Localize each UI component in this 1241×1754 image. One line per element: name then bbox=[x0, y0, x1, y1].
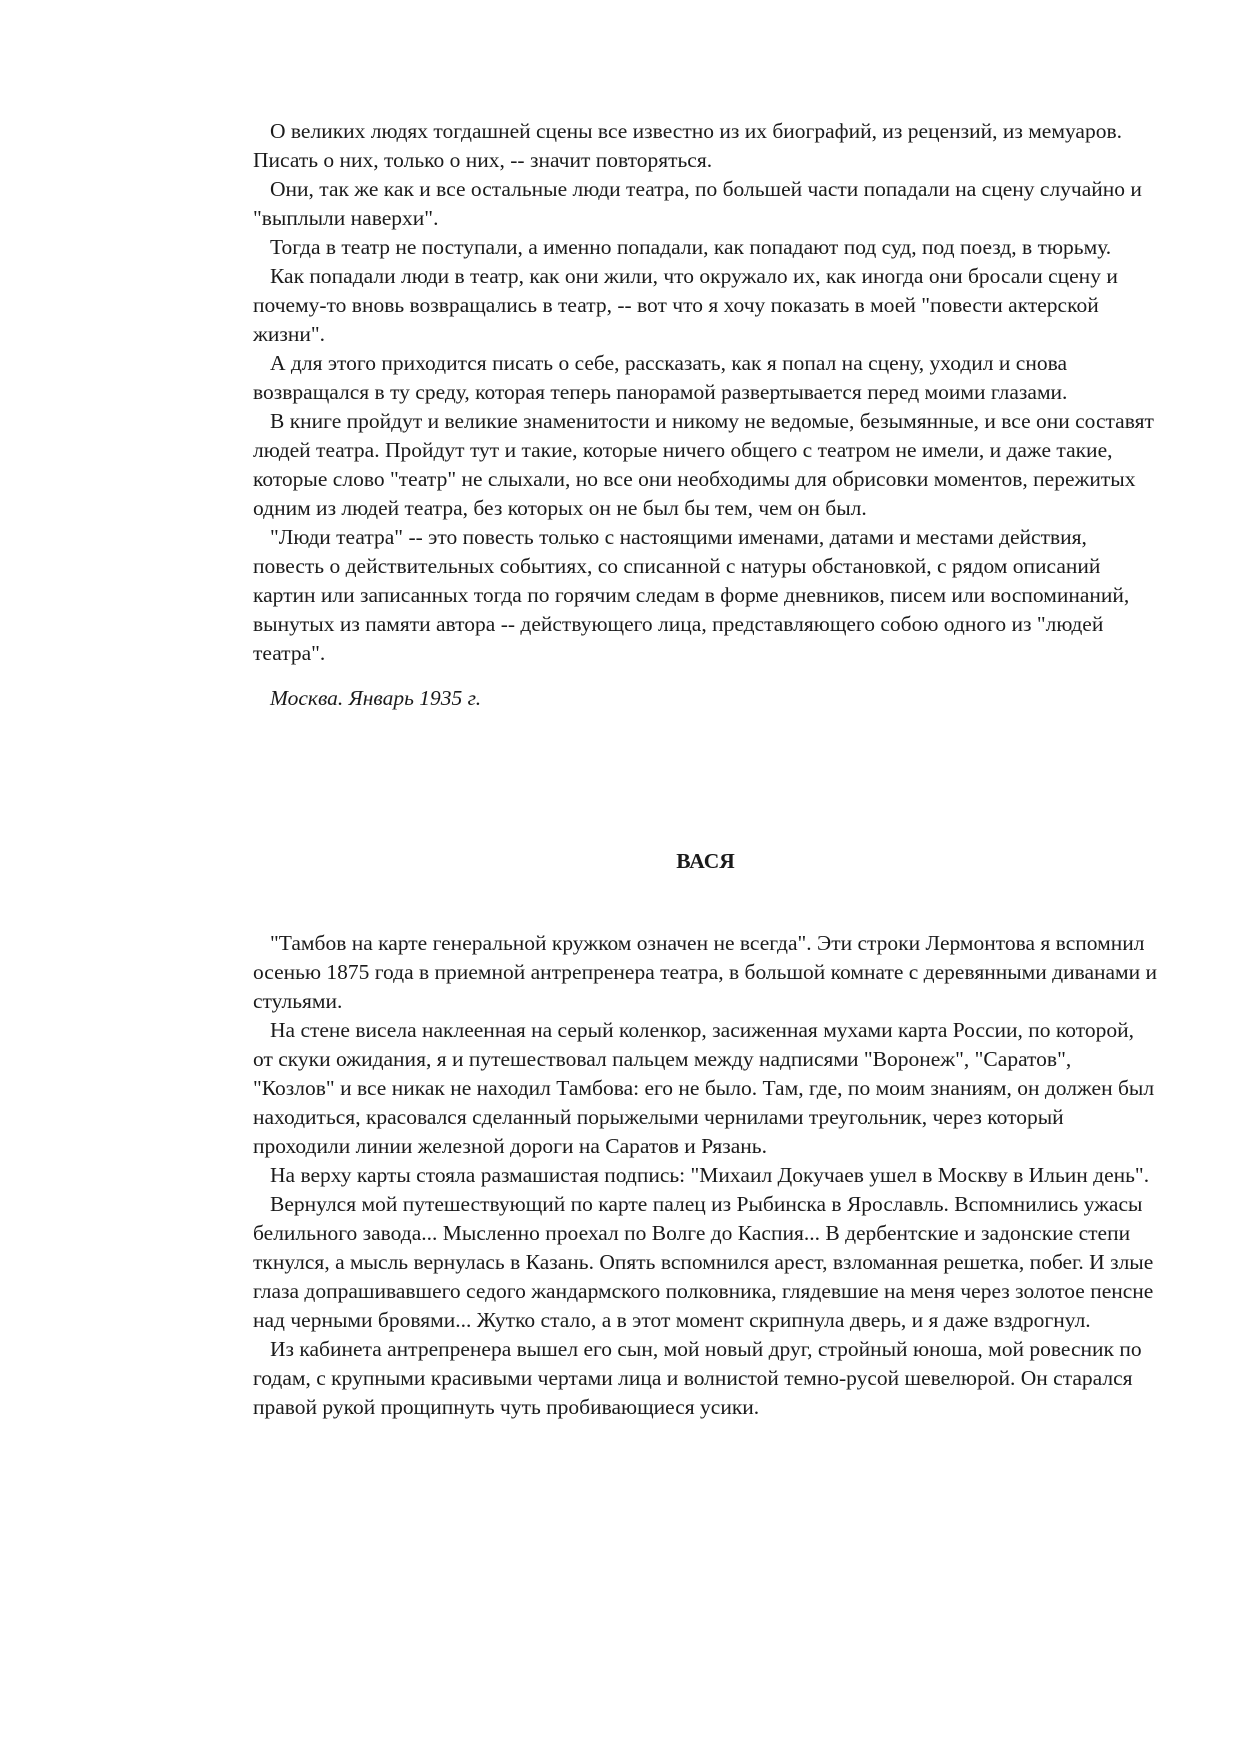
chapter-paragraph: На стене висела наклеенная на серый коленкор, засиженная мухами карта России, по которой, от скуки ожидания, я и путешествовал пальцем между надписями "Воронеж", "Саратов", "Козлов" и все никак не находил Тамбова: его не было. Там, где, по моим знаниям, он должен был находиться, красовался сделанный порыжелыми чернилами треугольник, через который проходили линии железной дороги на Саратов и Рязань. bbox=[253, 1018, 1155, 1158]
preface-signature: Москва. Январь 1935 г. bbox=[270, 686, 482, 710]
preface-paragraph: "Люди театра" -- это повесть только с настоящими именами, датами и местами действия, повесть о действительных событиях, со списанной с натуры обстановкой, с рядом описаний картин или записанных тогда по горячим следам в форме дневников, писем или воспоминаний, вынутых из памяти автора -- действующего лица, представляющего собою одного из "людей театра". bbox=[253, 525, 1130, 665]
chapter-paragraph: Вернулся мой путешествующий по карте палец из Рыбинска в Ярославль. Вспомнились ужасы белильного завода... Мысленно проехал по Волге до Каспия... В дербентские и задонские степи ткнулся, а мысль вернулась в Казань. Опять вспомнился арест, взломанная решетка, побег. И злые глаза допрашивавшего седого жандармского полковника, глядевшие на меня через золотое пенсне над черными бровями... Жутко стало, а в этот момент скрипнула дверь, и я даже вздрогнул. bbox=[253, 1192, 1154, 1332]
chapter-paragraph: "Тамбов на карте генеральной кружком означен не всегда". Эти строки Лермонтова я вспомнил осенью 1875 года в приемной антрепренера театра, в большой комнате с деревянными диванами и стульями. bbox=[253, 931, 1158, 1013]
preface-paragraph: Они, так же как и все остальные люди театра, по большей части попадали на сцену случайно и "выплыли наверхи". bbox=[253, 177, 1142, 230]
preface-paragraph: О великих людях тогдашней сцены все известно из их биографий, из рецензий, из мемуаров. Писать о них, только о них, -- значит повторяться. bbox=[253, 119, 1122, 172]
preface-paragraph: А для этого приходится писать о себе, рассказать, как я попал на сцену, уходил и снова возвращался в ту среду, которая теперь панорамой развертывается перед моими глазами. bbox=[253, 351, 1068, 404]
preface-section bbox=[253, 117, 1158, 713]
chapter-paragraph: Из кабинета антрепренера вышел его сын, мой новый друг, стройный юноша, мой ровесник по годам, с крупными красивыми чертами лица и волнистой темно-русой шевелюрой. Он старался правой рукой прощипнуть чуть пробивающиеся усики. bbox=[253, 1337, 1142, 1419]
preface-paragraph: Тогда в театр не поступали, а именно попадали, как попадают под суд, под поезд, в тюрьму. bbox=[270, 235, 1112, 259]
chapter-title: ВАСЯ bbox=[676, 849, 735, 873]
document-page bbox=[253, 117, 1158, 1422]
chapter-section bbox=[253, 929, 1158, 1422]
preface-paragraph: Как попадали люди в театр, как они жили, что окружало их, как иногда они бросали сцену и почему-то вновь возвращались в театр, -- вот что я хочу показать в моей "повести актерской жизни". bbox=[253, 264, 1118, 346]
preface-paragraph: В книге пройдут и великие знаменитости и никому не ведомые, безымянные, и все они составят людей театра. Пройдут тут и такие, которые ничего общего с театром не имели, и даже такие, которые слово "театр" не слыхали, но все они необходимы для обрисовки моментов, пережитых одним из людей театра, без которых он не был бы тем, чем он был. bbox=[253, 409, 1154, 520]
chapter-paragraph: На верху карты стояла размашистая подпись: "Михаил Докучаев ушел в Москву в Ильин день". bbox=[270, 1163, 1150, 1187]
